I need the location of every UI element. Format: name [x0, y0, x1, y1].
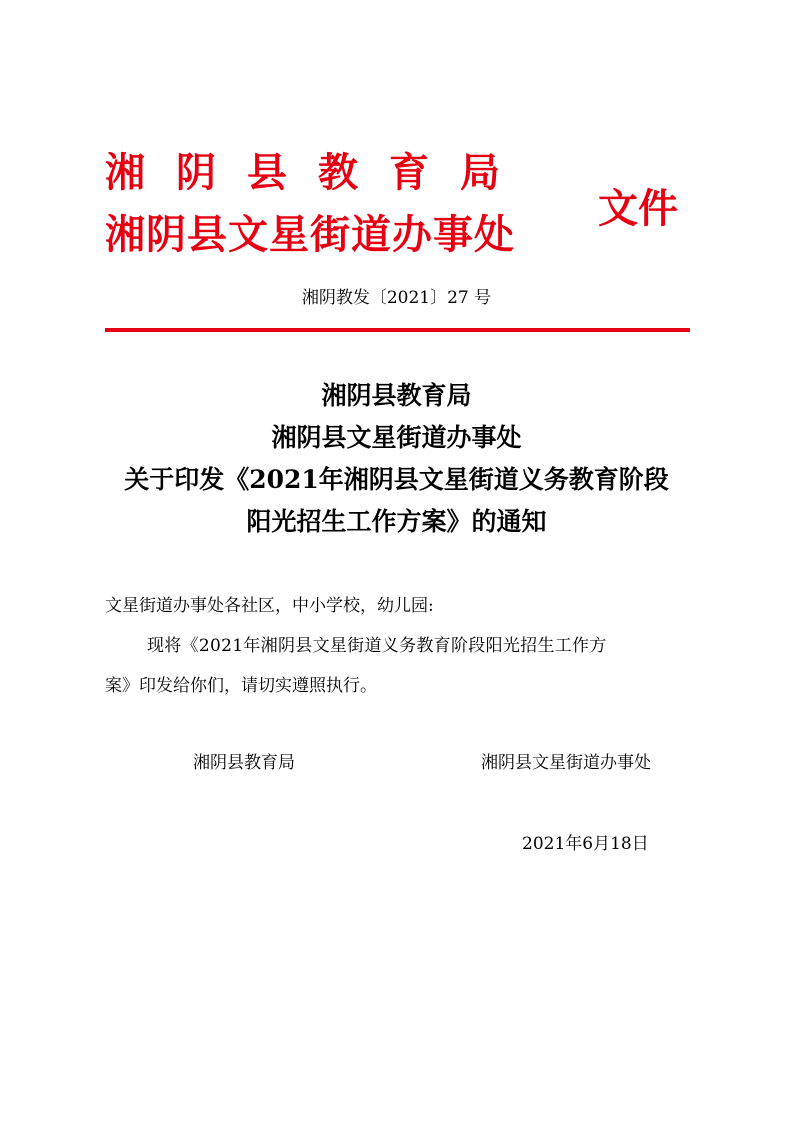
issue-date: 2021年6月18日	[522, 834, 649, 854]
notice-title-line-1: 湘阴县教育局	[321, 381, 472, 410]
document-number: 湘阴教发〔2021〕27 号	[301, 288, 492, 308]
issuer-name-street-office: 湘阴县文星街道办事处	[105, 212, 515, 258]
signature-street-office: 湘阴县文星街道办事处	[481, 753, 651, 773]
salutation: 文星街道办事处各社区，中小学校，幼儿园:	[105, 596, 434, 616]
red-header-divider	[105, 328, 690, 332]
document-type-label: 文件	[598, 186, 678, 232]
issuer-name-education-bureau: 湘阴县教育局	[105, 150, 531, 196]
notice-title-line-4: 阳光招生工作方案》的通知	[246, 507, 547, 536]
body-paragraph-line-2: 案》印发给你们，请切实遵照执行。	[105, 676, 377, 696]
notice-title-line-2: 湘阴县文星街道办事处	[271, 423, 522, 452]
notice-title-line-3: 关于印发《2021年湘阴县文星街道义务教育阶段	[124, 465, 669, 494]
signature-education-bureau: 湘阴县教育局	[193, 753, 295, 773]
body-paragraph-line-1: 现将《2021年湘阴县文星街道义务教育阶段阳光招生工作方	[147, 636, 607, 656]
